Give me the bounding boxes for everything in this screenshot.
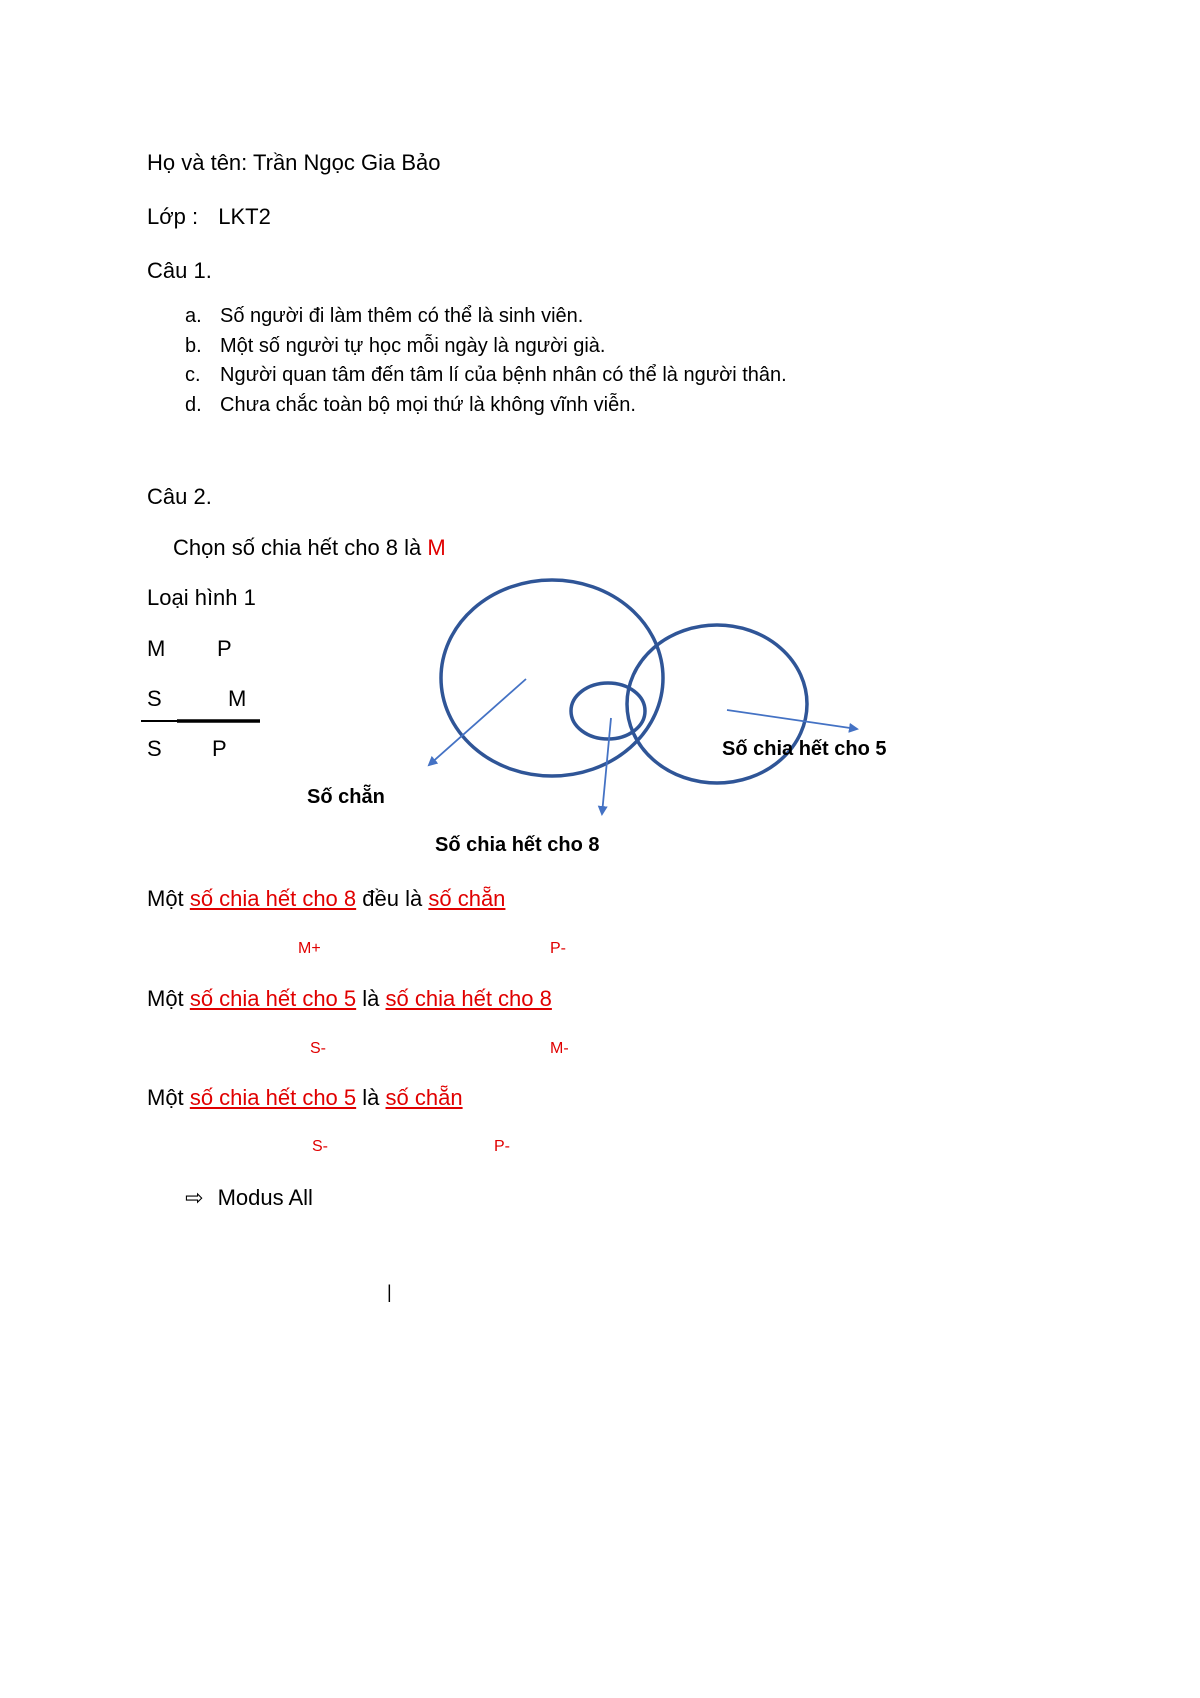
circle-div8 <box>571 683 645 739</box>
premise-2-mid: là <box>362 986 380 1011</box>
q1-item-d: Chưa chắc toàn bộ mọi thứ là không vĩnh viễn. <box>220 394 636 416</box>
conclusion-term2: số chẵn <box>385 1085 463 1110</box>
label-div5: Số chia hết cho 5 <box>722 738 887 760</box>
class-value: LKT2 <box>218 204 271 229</box>
class-label: Lớp : <box>147 204 199 229</box>
conclusion-term1: số chia hết cho 5 <box>189 1085 357 1110</box>
premise-2 <box>147 986 552 1012</box>
student-name: Họ và tên: Trần Ngọc Gia Bảo <box>147 150 441 175</box>
circle-even <box>441 580 663 776</box>
q1-item-b: Một số người tự học mỗi ngày là người già. <box>220 335 606 357</box>
premise-1-lead: Một <box>147 886 184 911</box>
schema-r2-a: S <box>147 686 162 711</box>
q1-marker-d: d. <box>185 394 202 416</box>
schema-r1-b: P <box>217 636 232 661</box>
label-even: Số chẵn <box>307 786 385 808</box>
conclusion <box>147 1085 463 1111</box>
conclusion-tag2: P- <box>494 1138 510 1155</box>
q1-marker-c: c. <box>185 364 201 386</box>
figure-label: Loại hình 1 <box>147 585 256 610</box>
premise-1 <box>147 886 505 912</box>
q1-marker-b: b. <box>185 335 202 357</box>
choose-term: M <box>427 535 446 560</box>
result-arrow-icon: ⇨ <box>185 1185 204 1210</box>
label-div8: Số chia hết cho 8 <box>435 834 600 856</box>
result-line <box>185 1185 313 1211</box>
q2-title: Câu 2. <box>147 484 212 509</box>
arrow-div5 <box>727 710 857 729</box>
schema-r3-b: P <box>212 736 227 761</box>
premise-2-lead: Một <box>147 986 184 1011</box>
conclusion-lead: Một <box>147 1085 184 1110</box>
q1-item-a: Số người đi làm thêm có thể là sinh viên. <box>220 305 584 327</box>
schema-r2-b: M <box>228 686 247 711</box>
schema-r3-a: S <box>147 736 162 761</box>
q1-item-c: Người quan tâm đến tâm lí của bệnh nhân có thể là người thân. <box>220 364 787 386</box>
premise-2-term1: số chia hết cho 5 <box>189 986 357 1011</box>
stray-mark: | <box>387 1282 392 1302</box>
premise-1-term1: số chia hết cho 8 <box>189 886 357 911</box>
premise-1-tag1: M+ <box>298 940 321 957</box>
premise-1-tag2: P- <box>550 940 566 957</box>
q1-title: Câu 1. <box>147 258 212 283</box>
q1-marker-a: a. <box>185 305 202 327</box>
conclusion-tag1: S- <box>312 1138 328 1155</box>
premise-2-term2: số chia hết cho 8 <box>385 986 552 1011</box>
conclusion-mid: là <box>362 1085 380 1110</box>
result-text: Modus All <box>217 1185 313 1210</box>
premise-2-tag2: M- <box>550 1040 569 1057</box>
choose-prefix: Chọn số chia hết cho 8 là <box>173 535 422 560</box>
premise-2-tag1: S- <box>310 1040 326 1057</box>
premise-1-term2: số chẵn <box>428 886 506 911</box>
schema-r1-a: M <box>147 636 166 661</box>
premise-1-mid: đều là <box>362 886 423 911</box>
